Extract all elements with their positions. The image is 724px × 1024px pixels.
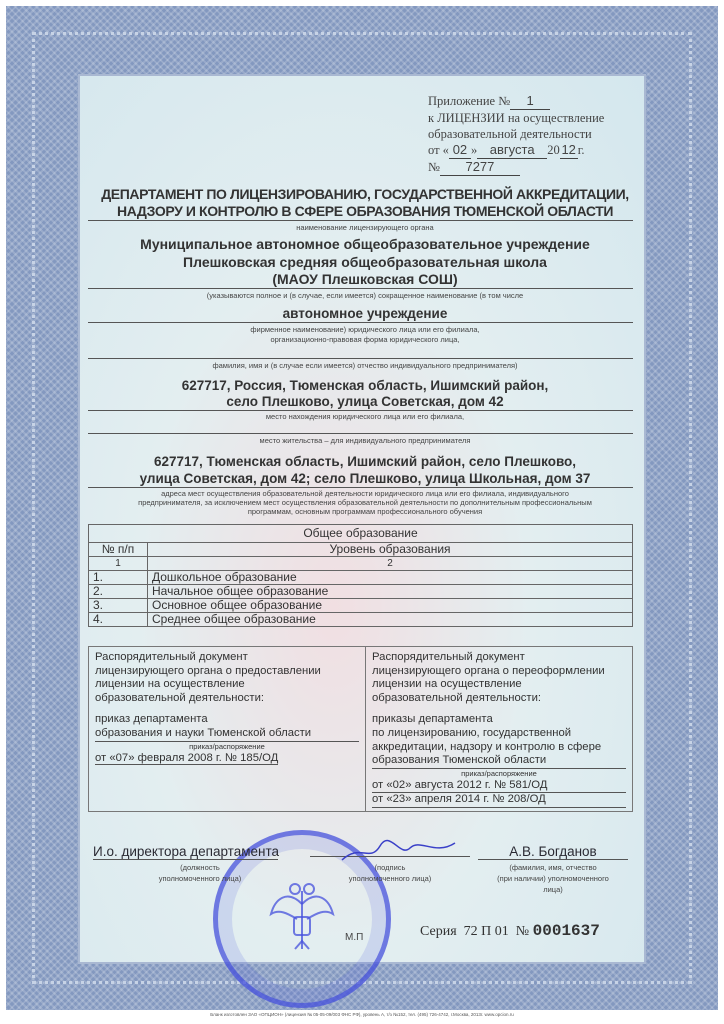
appendix-line3: образовательной деятельности [428,127,592,141]
location-line1: 627717, Россия, Тюменская область, Ишимский район, [181,378,549,393]
col-number-1: 1 [89,557,148,571]
license-number: 7277 [440,159,520,176]
row-level: Дошкольное образование [148,571,633,585]
grant-order2: образования и науки Тюменской области [95,727,359,742]
grant-order1: приказ департамента [95,713,208,726]
authority-line1: ДЕПАРТАМЕНТ ПО ЛИЦЕНЗИРОВАНИЮ, ГОСУДАРСТВЕННОЙ АККРЕДИТАЦИИ, [101,186,629,202]
position-caption2: уполномоченного лица) [158,874,242,883]
name-caption3: лица) [543,885,563,894]
footer-printer-info: Бланк изготовлен ЗАО «ОПЦИОН» (лицензия № 05-05-09/003 ФНС РФ), уровень А, т/з №152, тел. (495) 726-4742, г.Москва, 2013г. www.opcion.ru [210,1012,514,1017]
table-row [89,613,633,627]
appendix-number: 1 [510,93,550,110]
row-level: Начальное общее образование [148,585,633,599]
residence-caption: место жительства – для индивидуального предпринимателя [259,436,471,445]
divider [88,358,633,359]
location-caption: место нахождения юридического лица или его филиала, [265,412,465,421]
reissue-order2: по лицензированию, государственной [372,726,572,739]
position-caption1: (должность [180,863,220,872]
legal-form: автономное учреждение [282,306,448,321]
grant-l3: лицензии на осуществление [95,678,245,691]
signatory-name: А.В. Богданов [478,844,628,860]
year-prefix: 20 [547,143,560,157]
authority-line2: НАДЗОРУ И КОНТРОЛЮ В СФЕРЕ ОБРАЗОВАНИЯ ТЮМЕНСКОЙ ОБЛАСТИ [116,203,614,219]
header-level: Уровень образования [148,543,633,557]
col-number-2: 2 [148,557,633,571]
org-line1: Муниципальное автономное общеобразовательное учреждение [140,236,590,252]
series-block [420,922,600,940]
year-suffix: 12 [561,142,576,157]
org-caption: (указываются полное и (в случае, если имеется) сокращенное наименование (в том числе [206,291,524,300]
reissue-document-box [365,646,633,812]
activity-address-line1: 627717, Тюменская область, Ишимский район, село Плешково, [153,454,577,469]
handwritten-signature [340,838,460,868]
activity-caption2: предпринимателя, за исключением мест осуществления образовательной деятельности по дополнительным профессиональным [138,498,592,507]
grant-l4: образовательной деятельности: [95,691,265,704]
table-row [89,599,633,613]
grant-l1: Распорядительный документ [95,651,248,663]
row-level: Среднее общее образование [148,613,633,627]
series-number: 0001637 [532,922,600,940]
reissue-date2: от «23» апреля 2014 г. № 208/ОД [372,793,626,808]
org-line2: Плешковская средняя общеобразовательная школа [183,254,547,270]
activity-address-line2: улица Советская, дом 42; село Плешково, улица Школьная, дом 37 [139,471,591,486]
divider [88,288,633,289]
reissue-order3: аккредитации, надзору и контролю в сфере [372,740,602,753]
eagle-emblem-icon [267,879,337,959]
reissue-l4: образовательной деятельности: [372,691,542,704]
series-no-label: № [515,924,530,939]
reissue-date1: от «02» августа 2012 г. № 581/ОД [372,779,626,794]
org-line3: (МАОУ Плешковская СОШ) [272,271,458,287]
series-label: Серия [420,924,457,939]
divider [88,410,633,411]
name-caption2: (при наличии) уполномоченного [497,874,609,883]
reissue-caption: приказ/распоряжение [461,768,537,778]
authority-caption: наименование лицензирующего органа [296,223,434,232]
sign-caption1: (подпись [374,863,406,872]
education-table [88,524,633,627]
row-number: 3. [89,599,148,613]
reissue-l1: Распорядительный документ [372,651,525,663]
reissue-order1: приказы департамента [372,713,493,726]
row-number: 2. [89,585,148,599]
header-number: № п/п [89,543,148,557]
activity-caption3: программам, основным программам профессионального обучения [247,507,483,516]
date-mid: » [470,143,478,157]
reissue-l2: лицензирующего органа о переоформлении [372,664,605,677]
legal-form-caption2: организационно-правовая форма юридического лица, [270,335,460,344]
reissue-order4: образования Тюменской области [372,754,626,769]
table-row [89,585,633,599]
divider [88,220,633,221]
appendix-label: Приложение № [428,94,511,108]
activity-caption1: адреса мест осуществления образовательной деятельности юридического лица или его филиала, индивидуального [161,489,569,498]
license-no-label: № [428,160,440,174]
grant-document-box [88,646,366,812]
location-line2: село Плешково, улица Советская, дом 42 [226,394,504,409]
name-caption [478,862,628,895]
signatory-position: И.о. директора департамента [93,844,280,859]
grant-date: от «07» февраля 2008 г. № 185/ОД [95,751,279,764]
date-month: августа [477,142,547,159]
grant-caption: приказ/распоряжение [189,741,265,751]
date-prefix: от « [428,143,449,157]
grant-l2: лицензирующего органа о предоставлении [95,664,321,677]
date-day: 02 [449,142,471,159]
divider [88,322,633,323]
sign-caption2: уполномоченного лица) [348,874,432,883]
table-row [89,571,633,585]
year-end: г. [577,143,585,157]
row-number: 4. [89,613,148,627]
row-number: 1. [89,571,148,585]
reissue-l3: лицензии на осуществление [372,678,522,691]
name-caption1: (фамилия, имя, отчество [509,863,597,872]
table-title: Общее образование [89,525,633,543]
position-caption [130,862,270,884]
appendix-line2: к ЛИЦЕНЗИИ на осуществление [428,111,605,125]
divider [88,433,633,434]
stamp-mark: М.П [345,932,364,943]
divider [88,487,633,488]
entrepreneur-caption: фамилия, имя и (в случае если имеется) отчество индивидуального предпринимателя) [212,361,518,370]
series-value: 72 П 01 [463,924,509,939]
appendix-block [428,93,604,176]
row-level: Основное общее образование [148,599,633,613]
legal-form-caption1: фирменное наименование) юридического лица или его филиала, [250,325,480,334]
